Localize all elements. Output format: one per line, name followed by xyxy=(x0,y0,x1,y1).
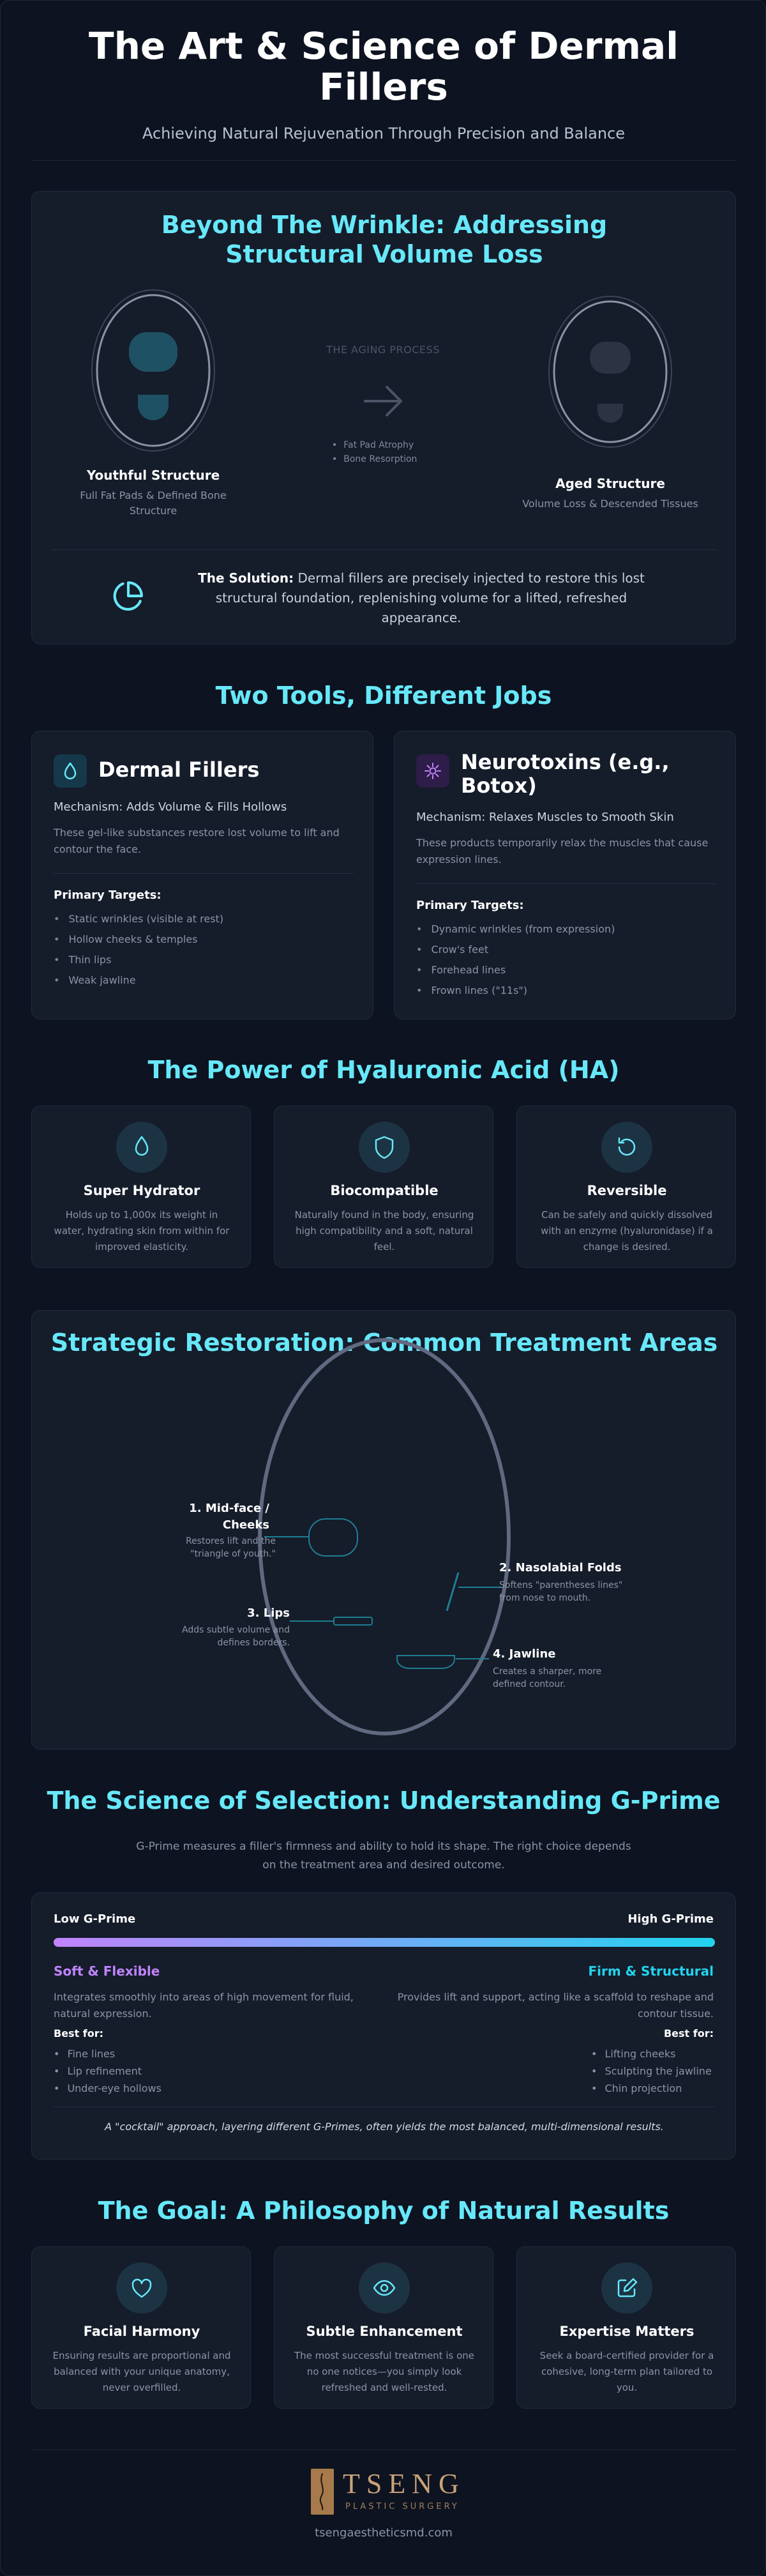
rotate-ccw-icon xyxy=(601,1122,652,1173)
aged-face-illustration xyxy=(546,294,674,453)
page-title: The Art & Science of Dermal Fillers xyxy=(89,24,679,109)
solution-text xyxy=(179,568,664,628)
goal-card-title: Subtle Enhancement xyxy=(306,2324,463,2339)
ha-card-desc: Can be safely and quickly dissolved with an enzyme (hyaluronidase) if a change is desired. xyxy=(541,1209,713,1253)
goal-card-desc: The most successful treatment is one no one notices—you simply look refreshed and well-rested. xyxy=(294,2350,474,2393)
low-gprime-label: Low G-Prime xyxy=(54,1912,136,1926)
fillers-title: Dermal Fillers xyxy=(98,758,260,782)
neurotoxins-targets-label: Primary Targets: xyxy=(416,899,524,912)
neurotoxins-icon-box xyxy=(416,754,449,788)
area-nasolabial-desc: Softens "parentheses lines" from nose to mouth. xyxy=(499,1580,623,1604)
ha-card-title: Super Hydrator xyxy=(83,1183,200,1198)
goal-card-title: Expertise Matters xyxy=(559,2324,695,2339)
area-midface-name: 1. Mid-face / Cheeks xyxy=(189,1502,269,1532)
neurotoxins-card xyxy=(394,731,736,1019)
high-gprime-label: High G-Prime xyxy=(627,1912,714,1926)
goal-card-title: Facial Harmony xyxy=(83,2324,200,2339)
aging-item: • Fat Pad Atrophy xyxy=(332,438,417,452)
list-item: • Lip refinement xyxy=(54,2062,161,2080)
goal-title: The Goal: A Philosophy of Natural Results xyxy=(98,2197,670,2225)
droplet-icon xyxy=(116,1122,167,1173)
fillers-mechanism: Mechanism: Adds Volume & Fills Hollows xyxy=(54,800,287,814)
firm-structural-title: Firm & Structural xyxy=(588,1963,714,1979)
structural-loss-title xyxy=(32,211,737,269)
aging-process-list xyxy=(332,438,417,467)
ha-card-desc: Naturally found in the body, ensuring high compatibility and a soft, natural feel. xyxy=(294,1209,474,1253)
youthful-desc: Full Fat Pads & Defined Bone Structure xyxy=(80,489,227,517)
soft-flexible-desc: Integrates smoothly into areas of high movement for fluid, natural expression. xyxy=(54,1991,354,2020)
brand-logo-mark xyxy=(311,2469,334,2515)
area-lips-desc: Adds subtle volume and defines borders. xyxy=(182,1625,290,1649)
ha-card xyxy=(516,1106,736,1268)
goal-card xyxy=(31,2246,251,2409)
ha-title: The Power of Hyaluronic Acid (HA) xyxy=(147,1056,620,1084)
droplet-icon xyxy=(54,754,87,788)
neurotoxins-title: Neurotoxins (e.g., Botox) xyxy=(461,750,670,798)
brand-subtitle: PLASTIC SURGERY xyxy=(345,2502,460,2511)
eye-icon xyxy=(359,2262,410,2313)
fillers-targets-label: Primary Targets: xyxy=(54,888,161,902)
goal-icon-circle xyxy=(359,2262,410,2313)
treatment-areas-card xyxy=(31,1310,736,1749)
list-item: • Crow's feet xyxy=(416,940,615,960)
list-item: • Forehead lines xyxy=(416,960,615,980)
list-item: • Lifting cheeks xyxy=(591,2045,712,2062)
goal-card-desc: Seek a board-certified provider for a cohesive, long-term plan tailored to you. xyxy=(539,2350,714,2393)
aged-desc: Volume Loss & Descended Tissues xyxy=(522,498,698,510)
area-lips-name: 3. Lips xyxy=(247,1606,290,1620)
firm-best-list xyxy=(591,2045,712,2097)
list-item: • Static wrinkles (visible at rest) xyxy=(54,909,223,929)
neurotoxins-desc: These products temporarily relax the muscles that cause expression lines. xyxy=(416,837,709,865)
structural-loss-title-text: Beyond The Wrinkle: Addressing Structural Volume Loss xyxy=(161,211,608,268)
brand-name: TSENG xyxy=(343,2468,465,2499)
list-item: • Thin lips xyxy=(54,950,223,970)
fillers-desc: These gel-like substances restore lost volume to lift and contour the face. xyxy=(54,827,340,855)
list-item: • Dynamic wrinkles (from expression) xyxy=(416,919,615,940)
goal-icon-circle xyxy=(116,2262,167,2313)
gprime-title: The Science of Selection: Understanding G-Prime xyxy=(47,1787,721,1815)
heart-icon xyxy=(116,2262,167,2313)
youthful-face-illustration xyxy=(89,287,217,453)
fillers-targets-list xyxy=(54,909,223,991)
dermal-fillers-card xyxy=(31,731,373,1019)
aging-item: • Bone Resorption xyxy=(332,452,417,466)
ha-card-desc: Holds up to 1,000x its weight in water, hydrating skin from within for improved elasticity. xyxy=(54,1209,230,1253)
area-midface-desc: Restores lift and the "triangle of youth." xyxy=(185,1536,276,1560)
header-divider xyxy=(31,160,736,161)
soft-flexible-title: Soft & Flexible xyxy=(54,1963,160,1979)
face-diagram xyxy=(32,1311,737,1750)
edit-icon xyxy=(601,2262,652,2313)
treatment-areas-title: Strategic Restoration: Common Treatment Areas xyxy=(50,1329,718,1357)
header xyxy=(1,26,766,142)
list-item: • Frown lines ("11s") xyxy=(416,980,615,1001)
tools-title: Two Tools, Different Jobs xyxy=(215,682,552,710)
youthful-label: Youthful Structure xyxy=(86,468,220,483)
list-item: • Hollow cheeks & temples xyxy=(54,929,223,950)
fillers-divider xyxy=(54,873,354,874)
page-subtitle: Achieving Natural Rejuvenation Through Precision and Balance xyxy=(142,124,626,142)
goal-card xyxy=(274,2246,493,2409)
list-item: • Weak jawline xyxy=(54,970,223,991)
solution-divider xyxy=(51,549,717,550)
list-item: • Chin projection xyxy=(591,2080,712,2097)
firm-structural-desc: Provides lift and support, acting like a scaffold to reshape and contour tissue. xyxy=(397,1991,714,2020)
goal-card xyxy=(516,2246,736,2409)
solution-body: Dermal fillers are precisely injected to restore this lost structural foundation, replenishing volume for a lifted, refreshed appearance. xyxy=(215,570,645,625)
sparkle-icon xyxy=(416,754,449,788)
ha-card-title: Biocompatible xyxy=(330,1183,439,1198)
neurotoxins-mechanism: Mechanism: Relaxes Muscles to Smooth Skin xyxy=(416,811,674,824)
neurotoxins-targets-list xyxy=(416,919,615,1001)
arrow-right-icon xyxy=(361,382,407,420)
gprime-note: A "cocktail" approach, layering different G-Primes, often yields the most balanced, multi-dimensional results. xyxy=(105,2121,664,2133)
soft-best-list xyxy=(54,2045,161,2097)
area-nasolabial-name: 2. Nasolabial Folds xyxy=(499,1561,622,1574)
goal-card-desc: Ensuring results are proportional and balanced with your unique anatomy, never overfilled. xyxy=(52,2350,231,2393)
shield-icon xyxy=(359,1122,410,1173)
area-jawline-desc: Creates a sharper, more defined contour. xyxy=(493,1666,602,1690)
soft-best-label: Best for: xyxy=(54,2027,104,2039)
structural-loss-card xyxy=(31,191,736,644)
list-item: • Sculpting the jawline xyxy=(591,2062,712,2080)
firm-best-label: Best for: xyxy=(663,2027,714,2039)
goal-icon-circle xyxy=(601,2262,652,2313)
ha-card xyxy=(274,1106,493,1268)
fillers-icon-box xyxy=(54,754,87,788)
ha-icon-circle xyxy=(116,1122,167,1173)
aging-process-title: THE AGING PROCESS xyxy=(326,344,440,356)
neurotoxins-divider xyxy=(416,883,716,884)
gprime-card xyxy=(31,1893,736,2160)
list-item: • Fine lines xyxy=(54,2045,161,2062)
area-jawline-name: 4. Jawline xyxy=(493,1647,556,1661)
ha-card-title: Reversible xyxy=(587,1183,667,1198)
gprime-intro: G-Prime measures a filler's firmness and ability to hold its shape. The right choice depends on the treatment area and desired outcome. xyxy=(136,1840,631,1871)
footer-website[interactable]: tsengaestheticsmd.com xyxy=(315,2526,453,2540)
gprime-gradient-bar xyxy=(54,1938,715,1947)
solution-label: The Solution: xyxy=(198,570,294,586)
ha-card xyxy=(31,1106,251,1268)
aged-label: Aged Structure xyxy=(555,476,665,491)
list-item: • Under-eye hollows xyxy=(54,2080,161,2097)
pie-chart-icon xyxy=(112,580,144,612)
brand-logo-icon xyxy=(311,2469,334,2515)
ha-icon-circle xyxy=(359,1122,410,1173)
ha-icon-circle xyxy=(601,1122,652,1173)
